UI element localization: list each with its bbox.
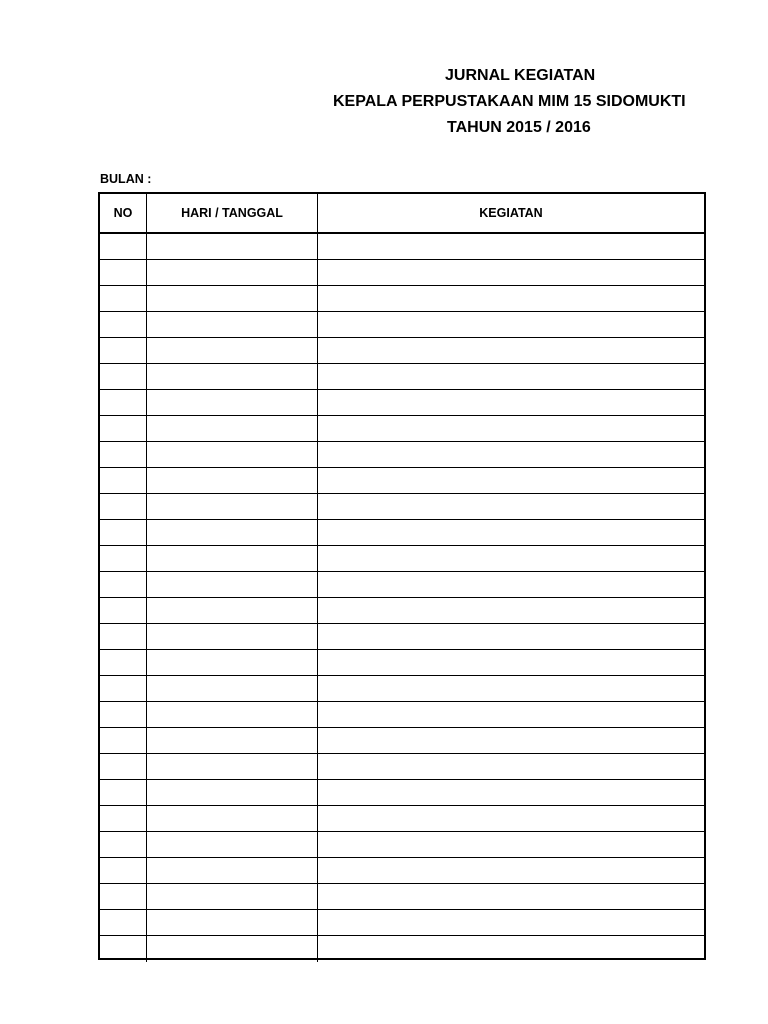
table-row xyxy=(100,910,704,936)
cell-no[interactable] xyxy=(100,442,147,467)
cell-date[interactable] xyxy=(147,234,318,259)
cell-no[interactable] xyxy=(100,546,147,571)
table-row xyxy=(100,936,704,962)
cell-no[interactable] xyxy=(100,806,147,831)
cell-date[interactable] xyxy=(147,624,318,649)
cell-activity[interactable] xyxy=(318,234,704,259)
cell-date[interactable] xyxy=(147,468,318,493)
cell-date[interactable] xyxy=(147,806,318,831)
cell-date[interactable] xyxy=(147,884,318,909)
cell-activity[interactable] xyxy=(318,390,704,415)
table-row xyxy=(100,286,704,312)
cell-activity[interactable] xyxy=(318,754,704,779)
cell-activity[interactable] xyxy=(318,702,704,727)
table-row xyxy=(100,494,704,520)
cell-no[interactable] xyxy=(100,286,147,311)
cell-no[interactable] xyxy=(100,468,147,493)
cell-activity[interactable] xyxy=(318,780,704,805)
cell-activity[interactable] xyxy=(318,260,704,285)
cell-no[interactable] xyxy=(100,936,147,962)
document-title: JURNAL KEGIATAN xyxy=(445,67,596,84)
cell-no[interactable] xyxy=(100,598,147,623)
table-row xyxy=(100,234,704,260)
cell-no[interactable] xyxy=(100,364,147,389)
cell-activity[interactable] xyxy=(318,650,704,675)
cell-activity[interactable] xyxy=(318,936,704,962)
cell-activity[interactable] xyxy=(318,884,704,909)
cell-date[interactable] xyxy=(147,494,318,519)
cell-date[interactable] xyxy=(147,910,318,935)
month-label: BULAN : xyxy=(100,172,152,186)
cell-no[interactable] xyxy=(100,312,147,337)
document-subtitle: KEPALA PERPUSTAKAAN MIM 15 SIDOMUKTI xyxy=(333,93,686,110)
cell-date[interactable] xyxy=(147,364,318,389)
cell-no[interactable] xyxy=(100,624,147,649)
table-row xyxy=(100,728,704,754)
cell-no[interactable] xyxy=(100,884,147,909)
cell-activity[interactable] xyxy=(318,728,704,753)
table-row xyxy=(100,520,704,546)
cell-date[interactable] xyxy=(147,676,318,701)
cell-date[interactable] xyxy=(147,728,318,753)
cell-date[interactable] xyxy=(147,286,318,311)
table-row xyxy=(100,260,704,286)
column-header-date: HARI / TANGGAL xyxy=(147,194,318,232)
column-header-activity: KEGIATAN xyxy=(479,206,543,220)
cell-date[interactable] xyxy=(147,936,318,962)
cell-activity[interactable] xyxy=(318,312,704,337)
cell-date[interactable] xyxy=(147,650,318,675)
cell-date[interactable] xyxy=(147,520,318,545)
document-year: TAHUN 2015 / 2016 xyxy=(447,119,591,136)
table-row xyxy=(100,416,704,442)
cell-activity[interactable] xyxy=(318,546,704,571)
cell-activity[interactable] xyxy=(318,624,704,649)
cell-activity[interactable] xyxy=(318,676,704,701)
cell-date[interactable] xyxy=(147,754,318,779)
cell-no[interactable] xyxy=(100,832,147,857)
table-row xyxy=(100,572,704,598)
cell-activity[interactable] xyxy=(318,858,704,883)
cell-no[interactable] xyxy=(100,676,147,701)
table-row xyxy=(100,754,704,780)
cell-no[interactable] xyxy=(100,858,147,883)
cell-date[interactable] xyxy=(147,572,318,597)
cell-activity[interactable] xyxy=(318,910,704,935)
cell-date[interactable] xyxy=(147,338,318,363)
table-row xyxy=(100,780,704,806)
column-header-no: NO xyxy=(100,194,147,232)
cell-date[interactable] xyxy=(147,390,318,415)
cell-activity[interactable] xyxy=(318,598,704,623)
cell-no[interactable] xyxy=(100,754,147,779)
table-row xyxy=(100,390,704,416)
table-row xyxy=(100,806,704,832)
table-row xyxy=(100,546,704,572)
table-body xyxy=(100,234,704,962)
table-row xyxy=(100,858,704,884)
cell-no[interactable] xyxy=(100,234,147,259)
cell-no[interactable] xyxy=(100,780,147,805)
cell-no[interactable] xyxy=(100,416,147,441)
cell-activity[interactable] xyxy=(318,832,704,857)
cell-no[interactable] xyxy=(100,910,147,935)
table-row xyxy=(100,624,704,650)
table-row xyxy=(100,884,704,910)
cell-activity[interactable] xyxy=(318,416,704,441)
table-row xyxy=(100,468,704,494)
journal-table xyxy=(98,192,706,960)
cell-activity[interactable] xyxy=(318,806,704,831)
cell-activity[interactable] xyxy=(318,338,704,363)
cell-date[interactable] xyxy=(147,260,318,285)
table-row xyxy=(100,650,704,676)
table-row xyxy=(100,676,704,702)
cell-activity[interactable] xyxy=(318,494,704,519)
cell-activity[interactable] xyxy=(318,572,704,597)
cell-no[interactable] xyxy=(100,572,147,597)
cell-date[interactable] xyxy=(147,416,318,441)
table-header-row xyxy=(100,194,704,234)
cell-date[interactable] xyxy=(147,832,318,857)
cell-no[interactable] xyxy=(100,520,147,545)
cell-no[interactable] xyxy=(100,390,147,415)
cell-no[interactable] xyxy=(100,338,147,363)
table-row xyxy=(100,702,704,728)
cell-date[interactable] xyxy=(147,312,318,337)
cell-activity[interactable] xyxy=(318,468,704,493)
table-row xyxy=(100,312,704,338)
cell-no[interactable] xyxy=(100,260,147,285)
cell-activity[interactable] xyxy=(318,442,704,467)
cell-no[interactable] xyxy=(100,702,147,727)
cell-no[interactable] xyxy=(100,728,147,753)
cell-date[interactable] xyxy=(147,546,318,571)
cell-date[interactable] xyxy=(147,858,318,883)
cell-activity[interactable] xyxy=(318,286,704,311)
cell-date[interactable] xyxy=(147,598,318,623)
cell-no[interactable] xyxy=(100,494,147,519)
cell-activity[interactable] xyxy=(318,520,704,545)
table-row xyxy=(100,442,704,468)
cell-date[interactable] xyxy=(147,780,318,805)
cell-date[interactable] xyxy=(147,442,318,467)
table-row xyxy=(100,598,704,624)
cell-activity[interactable] xyxy=(318,364,704,389)
table-row xyxy=(100,832,704,858)
cell-no[interactable] xyxy=(100,650,147,675)
table-row xyxy=(100,338,704,364)
cell-date[interactable] xyxy=(147,702,318,727)
table-row xyxy=(100,364,704,390)
